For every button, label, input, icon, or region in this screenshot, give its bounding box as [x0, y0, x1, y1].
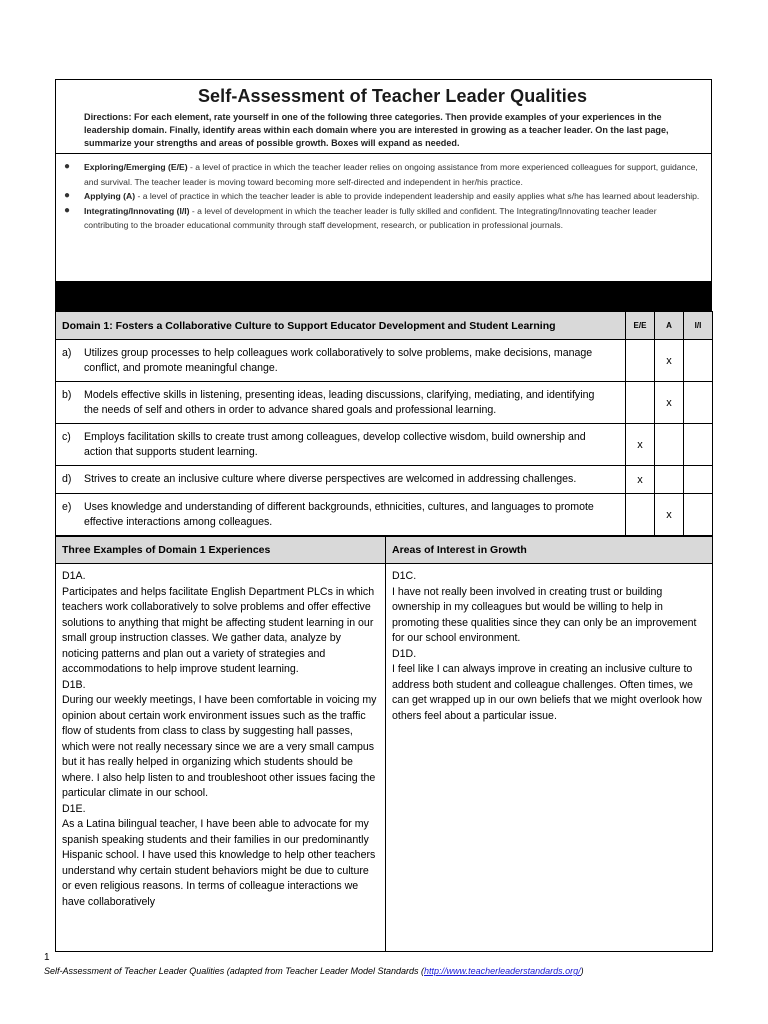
- example-text: Participates and helps facilitate English Department PLCs in which teachers work collaboratively to solve problems and offer effective solutions to anything that might be affecting student learning in our small group instruction classes. We gather data, analyze by noticing patterns and plan out a variety of strategies and accommodations to help improve student learning.: [62, 585, 375, 675]
- level-description: - a level of practice in which the teacher leader is able to provide independent leadership and easily applies what s/he has learned about leadership.: [135, 191, 700, 201]
- column-header-a: A: [655, 312, 684, 340]
- examples-table: [55, 536, 713, 952]
- example-text: During our weekly meetings, I have been comfortable in voicing my opinion about certain work environment issues such as the traffic flow of students from class to class by suggesting hall passes, which were not really necessary since we are a very small campus but it has really helped in organizing which students should be where. I also help listen to and troubleshoot other issues facing the particular climate in our school.: [62, 694, 377, 799]
- item-letter: d): [62, 473, 72, 485]
- rating-cell-ii[interactable]: [684, 424, 713, 466]
- item-letter: a): [62, 346, 72, 359]
- column-header-ii: I/I: [684, 312, 713, 340]
- rating-cell-ee[interactable]: [626, 340, 655, 382]
- example-label: D1E.: [62, 802, 86, 815]
- growth-text-box[interactable]: [392, 569, 706, 946]
- level-term: Integrating/Innovating: [84, 205, 175, 216]
- example-text: As a Latina bilingual teacher, I have been able to advocate for my spanish speaking students and their families in our predominantly Hispanic school. I have used this knowledge to help other teachers understand why certain student behaviors might be due to culture or even religious reasons. In terms of colleague interactions we have collaboratively: [62, 818, 376, 908]
- table-row: [56, 382, 713, 424]
- page-title: Self-Assessment of Teacher Leader Qualities: [197, 86, 588, 106]
- rating-cell-ii[interactable]: [684, 466, 713, 494]
- growth-label: D1C.: [392, 570, 417, 582]
- rating-cell-ee[interactable]: [626, 494, 655, 536]
- rating-cell-a[interactable]: x: [655, 494, 684, 536]
- table-row: [56, 494, 713, 536]
- assessment-form: [55, 79, 712, 952]
- item-text: Models effective skills in listening, presenting ideas, leading discussions, clarifying, mediating, and identifying the needs of self and others in order to advance shared goals and professional learning.: [84, 388, 595, 416]
- section-divider-bar: [55, 282, 712, 311]
- level-term: Exploring/Emerging: [84, 162, 166, 172]
- growth-header: Areas of Interest in Growth: [386, 537, 713, 564]
- rating-levels: [55, 154, 712, 282]
- rating-cell-a[interactable]: x: [655, 340, 684, 382]
- level-description: - a level of development in which the teacher leader is fully skilled and confident. The Integrating/Innovating teacher leader contributing to the broader educational community through staff development, research, or publication in professional journals.: [84, 205, 657, 230]
- item-letter: c): [62, 430, 71, 443]
- level-term: Applying: [84, 191, 121, 201]
- item-text: Uses knowledge and understanding of different backgrounds, ethnicities, cultures, and languages to promote effective interactions among colleagues.: [84, 500, 594, 528]
- level-code: (A): [123, 191, 136, 201]
- level-exploring: [64, 160, 703, 189]
- footer-link[interactable]: http://www.teacherleaderstandards.org/: [424, 966, 581, 976]
- footer-text: Self-Assessment of Teacher Leader Qualities (adapted from Teacher Leader Model Standards (: [44, 966, 425, 976]
- growth-text: I have not really been involved in creating trust or building ownership in my colleagues but would be willing to help in promoting these qualities since they can only be an improvement for our school environment.: [392, 585, 697, 644]
- table-row: [56, 466, 713, 494]
- rating-cell-ii[interactable]: [684, 494, 713, 536]
- item-text: Employs facilitation skills to create trust among colleagues, develop collective wisdom, build ownership and action that supports student learning.: [84, 430, 586, 458]
- item-letter: b): [62, 388, 72, 401]
- examples-header-row: [56, 537, 713, 564]
- rating-cell-ii[interactable]: [684, 382, 713, 424]
- level-description: - a level of practice in which the teacher leader relies on ongoing assistance from more experienced colleagues for support, guidance, and survival. The teacher leader is moving toward becoming more self-directed and independent in her/his practice.: [84, 162, 698, 187]
- growth-label: D1D.: [392, 647, 417, 660]
- rating-cell-a[interactable]: [655, 466, 684, 494]
- examples-row: [56, 564, 713, 952]
- domain-title: Domain 1: Fosters a Collaborative Culture to Support Educator Development and Student Learning: [56, 312, 626, 340]
- form-header: [55, 79, 712, 154]
- bullet-icon: ●: [64, 161, 71, 172]
- example-label: D1A.: [62, 570, 86, 582]
- item-text: Strives to create an inclusive culture where diverse perspectives are welcomed in addressing challenges.: [84, 473, 577, 485]
- table-row: [56, 424, 713, 466]
- item-text: Utilizes group processes to help colleagues work collaboratively to solve problems, make decisions, manage conflict, and promote meaningful change.: [84, 346, 593, 374]
- rating-cell-ii[interactable]: [684, 340, 713, 382]
- rating-cell-ee[interactable]: x: [626, 466, 655, 494]
- level-integrating: [64, 204, 703, 233]
- growth-text: I feel like I can always improve in creating an inclusive culture to address both student and colleague challenges. Often times, we can get wrapped up in our own beliefs that we might overlook how others feel about a particular issue.: [392, 663, 702, 722]
- rating-cell-a[interactable]: [655, 424, 684, 466]
- column-header-ee: E/E: [626, 312, 655, 340]
- domain-table: [55, 311, 713, 536]
- domain-header-row: [56, 312, 713, 340]
- example-label: D1B.: [62, 678, 86, 691]
- table-row: [56, 340, 713, 382]
- examples-header: Three Examples of Domain 1 Experiences: [56, 537, 386, 564]
- rating-cell-ee[interactable]: [626, 382, 655, 424]
- rating-cell-a[interactable]: x: [655, 382, 684, 424]
- level-applying: [64, 189, 703, 204]
- item-letter: e): [62, 500, 72, 513]
- page-number: 1: [44, 952, 50, 963]
- directions-text: Directions: For each element, rate yourself in one of the following three categories. Then provide examples of your experiences in the leadership domain. Finally, identify areas within each domain where you are interested in growing as a teacher leader. On the last page, summarize your strengths and areas of possible growth. Boxes will expand as needed.: [84, 112, 669, 148]
- level-code: (I/I): [176, 205, 190, 216]
- bullet-icon: ●: [64, 204, 71, 216]
- rating-cell-ee[interactable]: x: [626, 424, 655, 466]
- footer-suffix: ): [580, 966, 584, 976]
- footer-citation: [44, 966, 584, 976]
- level-code: (E/E): [168, 162, 188, 172]
- bullet-icon: ●: [64, 190, 71, 201]
- examples-text-box[interactable]: [62, 569, 379, 946]
